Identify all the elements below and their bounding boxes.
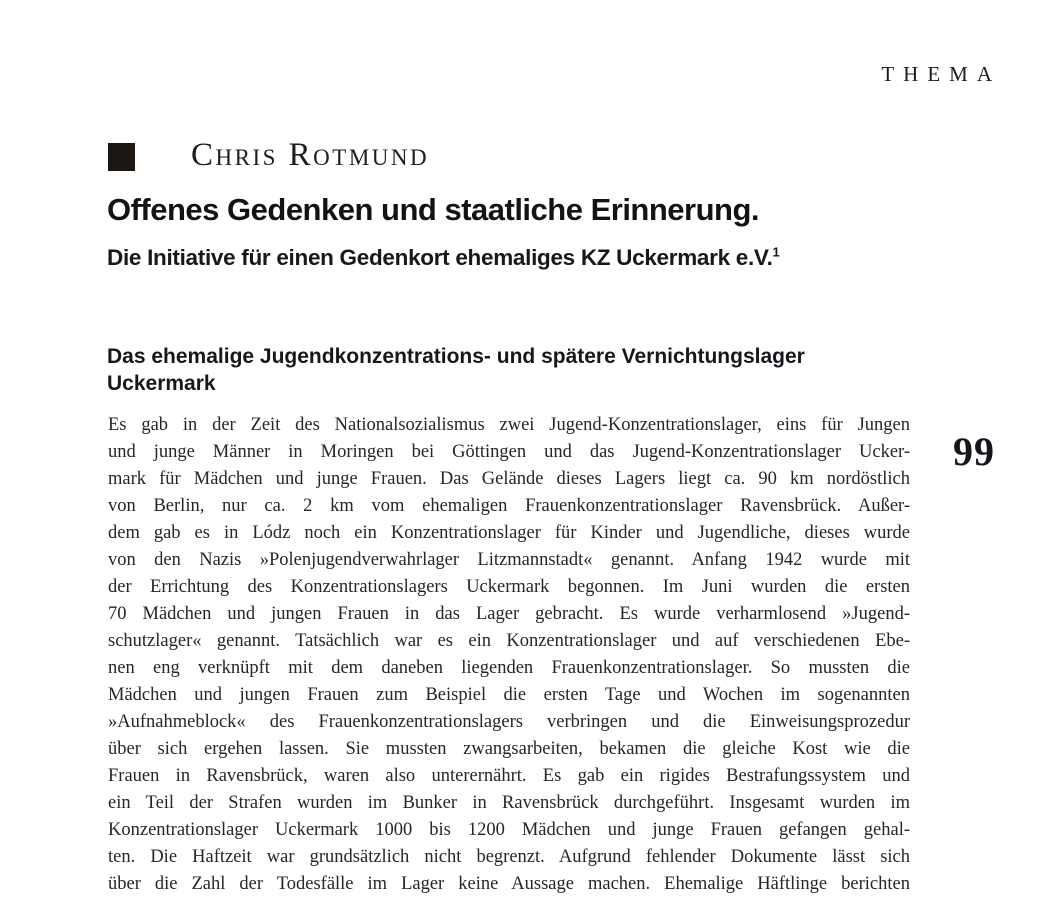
body-text-line: Frauen in Ravensbrück, waren also unterernährt. Es gab ein rigides Bestrafungssystem und bbox=[108, 766, 910, 786]
running-head: THEMA bbox=[881, 62, 1001, 86]
body-text-line: Konzentrationslager Uckermark 1000 bis 1200 Mädchen und junge Frauen gefangen gehal- bbox=[108, 820, 910, 840]
article-subtitle bbox=[107, 245, 779, 271]
section-marker-square bbox=[108, 143, 135, 171]
body-text-line: mark für Mädchen und junge Frauen. Das Gelände dieses Lagers liegt ca. 90 km nordöstlich bbox=[108, 469, 910, 489]
body-text-line: 70 Mädchen und jungen Frauen in das Lager gebracht. Es wurde verharmlosend »Jugend- bbox=[108, 604, 910, 624]
body-text-line: von Berlin, nur ca. 2 km vom ehemaligen Frauenkonzentrationslager Ravensbrück. Außer- bbox=[108, 496, 910, 516]
body-text-line: und junge Männer in Moringen bei Göttingen und das Jugend-Konzentrationslager Ucker- bbox=[108, 442, 910, 462]
page-number: 99 bbox=[953, 429, 995, 474]
article-title: Offenes Gedenken und staatliche Erinnerung. bbox=[107, 192, 760, 227]
body-text-line: über sich ergehen lassen. Sie mussten zwangsarbeiten, bekamen die gleiche Kost wie die bbox=[108, 739, 910, 759]
body-text-line: dem gab es in Lódz noch ein Konzentrationslager für Kinder und Jugendliche, dieses wurde bbox=[108, 523, 910, 543]
section-heading-line: Uckermark bbox=[107, 372, 216, 395]
body-text-line: über die Zahl der Todesfälle im Lager keine Aussage machen. Ehemalige Häftlinge berichten bbox=[108, 874, 910, 894]
body-text-line: ein Teil der Strafen wurden im Bunker in Ravensbrück durchgeführt. Insgesamt wurden im bbox=[108, 793, 910, 813]
body-text-line: der Errichtung des Konzentrationslagers Uckermark begonnen. Im Juni wurden die ersten bbox=[108, 577, 910, 597]
body-text-line: »Aufnahmeblock« des Frauenkonzentrationslagers verbringen und die Einweisungsprozedur bbox=[108, 712, 910, 732]
section-heading-line: Das ehemalige Jugendkonzentrations- und spätere Vernichtungslager bbox=[107, 345, 805, 368]
article-subtitle-text: Die Initiative für einen Gedenkort ehemaliges KZ Uckermark e.V. bbox=[107, 245, 773, 270]
body-text-line: von den Nazis »Polenjugendverwahrlager Litzmannstadt« genannt. Anfang 1942 wurde mit bbox=[108, 550, 910, 570]
section-heading bbox=[107, 343, 917, 397]
body-text-line: schutzlager« genannt. Tatsächlich war es ein Konzentrationslager und auf verschiedenen Ebe- bbox=[108, 631, 910, 651]
author-row bbox=[108, 139, 429, 172]
body-text-line: Es gab in der Zeit des Nationalsozialismus zwei Jugend-Konzentrationslager, eins für Jungen bbox=[108, 415, 910, 435]
body-paragraph bbox=[108, 412, 910, 898]
author-name: Chris Rotmund bbox=[191, 137, 430, 173]
footnote-marker: 1 bbox=[772, 244, 780, 260]
body-text-line: nen eng verknüpft mit dem daneben liegenden Frauenkonzentrationslager. So mussten die bbox=[108, 658, 910, 678]
body-text-line: Mädchen und jungen Frauen zum Beispiel die ersten Tage und Wochen im sogenannten bbox=[108, 685, 910, 705]
body-text-line: ten. Die Haftzeit war grundsätzlich nicht begrenzt. Aufgrund fehlender Dokumente lässt sich bbox=[108, 847, 910, 867]
